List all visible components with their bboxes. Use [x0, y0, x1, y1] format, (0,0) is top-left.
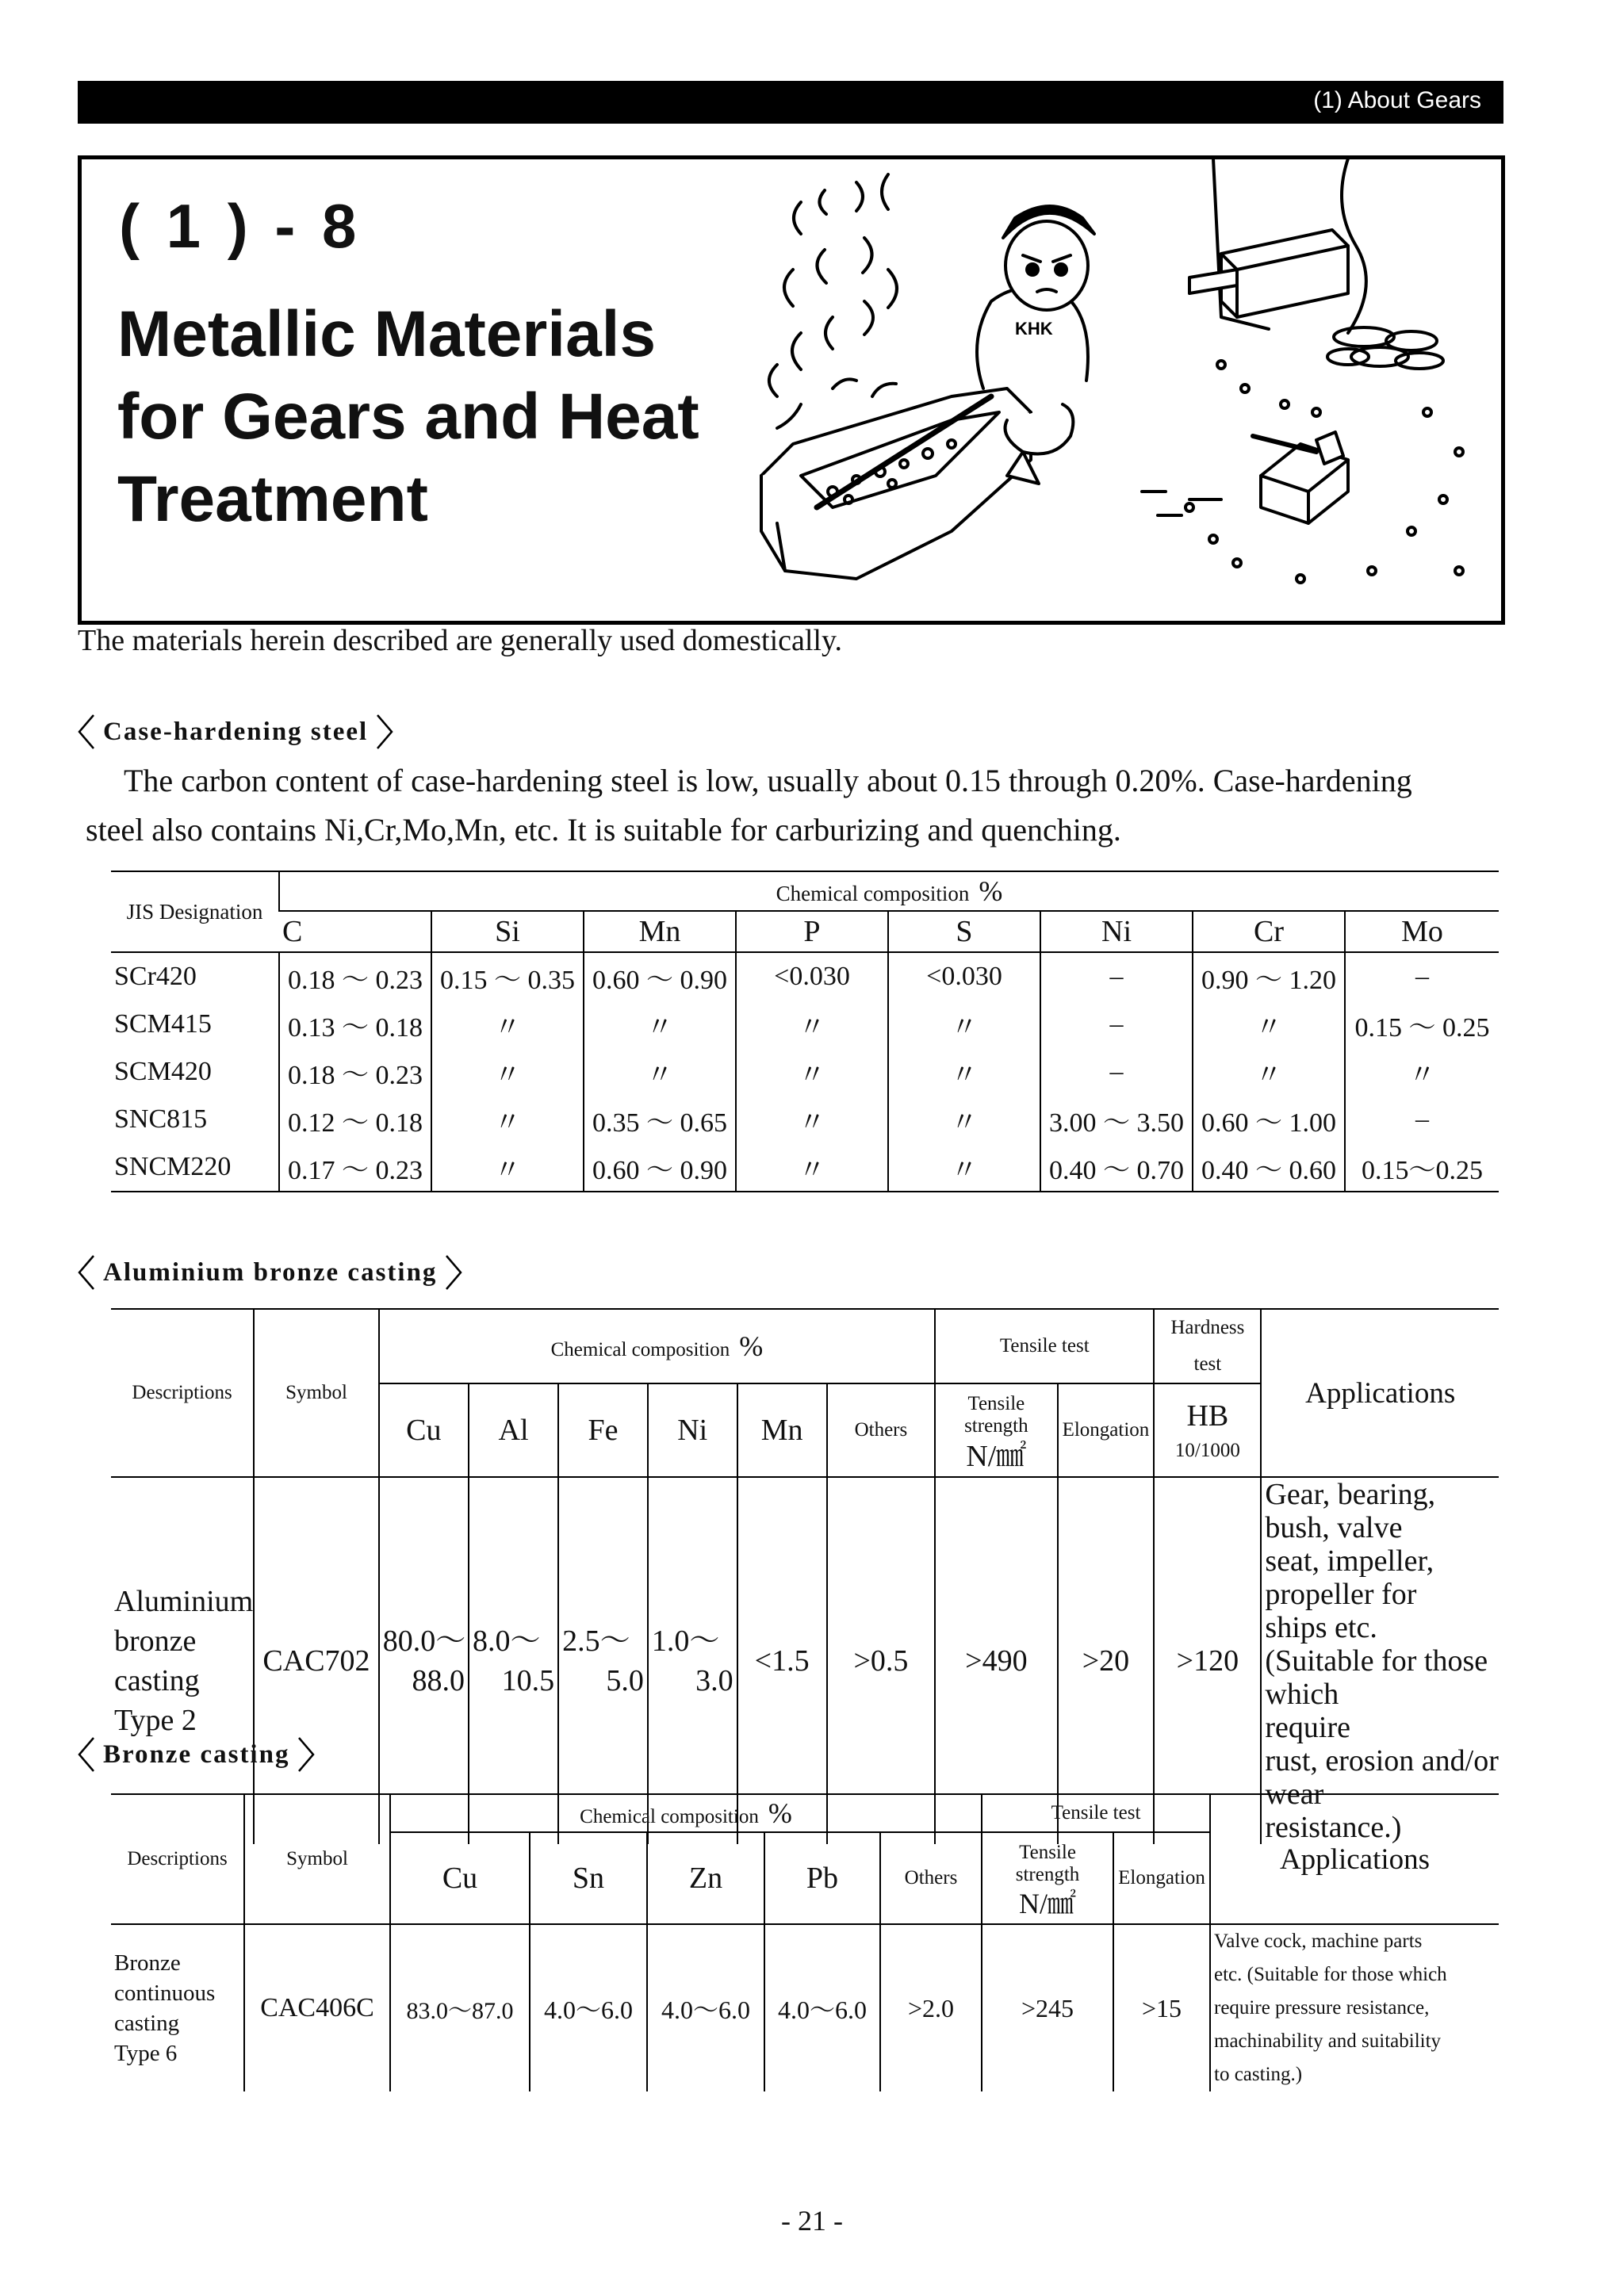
bronze-heading: [76, 1736, 316, 1773]
al-bronze-table: [111, 1308, 1499, 1844]
intro-text: The materials herein described are generally used domestically.: [78, 624, 843, 657]
applications-header: Applications: [1210, 1794, 1499, 1924]
al-bronze-heading: [76, 1254, 464, 1291]
applications-header: Applications: [1261, 1309, 1499, 1477]
col-mn: Mn: [737, 1383, 827, 1477]
table-row: [111, 1924, 1499, 2091]
cu-cell: 80.0～ 88.0: [379, 1477, 469, 1844]
column-header: S: [888, 911, 1040, 952]
col-pb: Pb: [764, 1832, 880, 1924]
col-zn: Zn: [647, 1832, 764, 1924]
col-cu: Cu: [379, 1383, 469, 1477]
symbol-header: Symbol: [254, 1309, 379, 1477]
column-header: C: [279, 911, 431, 952]
right-angle-bracket-icon: [443, 1254, 464, 1291]
chapter-title: [117, 293, 783, 541]
description-cell: Aluminium bronze casting Type 2: [111, 1477, 254, 1844]
applications-cell: Valve cock, machine parts etc. (Suitable for those which require pressure resistance, machinability and suitability to casting.): [1210, 1924, 1499, 2091]
chemical-composition-header: Chemical composition %: [390, 1794, 982, 1832]
jis-designation-header: JIS Designation: [111, 871, 279, 952]
case-hardening-heading: [76, 714, 395, 750]
hardness-test-header: Hardness test: [1154, 1309, 1261, 1383]
tensile-cell: >245: [982, 1924, 1113, 2091]
description-cell: Bronze continuous casting Type 6: [111, 1924, 244, 2091]
al-bronze-heading-text: Aluminium bronze casting: [103, 1257, 438, 1287]
tensile-test-header: Tensile test: [982, 1794, 1210, 1832]
table-row: SCM415 0.13 ～ 0.18 〃 〃 〃 〃 – 〃 0.15 ～ 0.25: [111, 1001, 1499, 1048]
chapter-title-line3: Treatment: [117, 463, 428, 535]
column-header: P: [736, 911, 888, 952]
col-fe: Fe: [558, 1383, 648, 1477]
case-hardening-paragraph: [86, 756, 1505, 855]
left-angle-bracket-icon: [76, 1736, 97, 1773]
bronze-table: [111, 1793, 1499, 2091]
hardness-cell: >120: [1154, 1477, 1261, 1844]
descriptions-header: Descriptions: [111, 1309, 254, 1477]
chapter-title-line1: Metallic Materials: [117, 298, 657, 370]
col-cu: Cu: [390, 1832, 530, 1924]
descriptions-header: Descriptions: [127, 1848, 228, 1869]
mn-cell: <1.5: [737, 1477, 827, 1844]
others-cell: >0.5: [827, 1477, 936, 1844]
zn-cell: 4.0～6.0: [647, 1924, 764, 2091]
chemical-composition-header: Chemical composition %: [279, 871, 1499, 911]
table-row: [111, 1477, 1499, 1844]
left-angle-bracket-icon: [76, 714, 97, 750]
symbol-cell: CAC702: [254, 1477, 379, 1844]
illustration-tag: KHK: [1015, 319, 1053, 339]
elongation-cell: >20: [1058, 1477, 1155, 1844]
pb-cell: 4.0～6.0: [764, 1924, 880, 2091]
table-row: SCr420 0.18 ～ 0.23 0.15 ～ 0.35 0.60 ～ 0.90 <0.030 <0.030 – 0.90 ～ 1.20 –: [111, 952, 1499, 1001]
right-angle-bracket-icon: [296, 1736, 316, 1773]
tensile-strength-header: Tensile strength N/㎟: [982, 1832, 1113, 1924]
elongation-cell: >15: [1113, 1924, 1210, 2091]
blacksmith-illustration: [745, 159, 1491, 612]
symbol-cell: CAC406C: [244, 1924, 390, 2091]
bronze-heading-text: Bronze casting: [103, 1739, 290, 1769]
col-ni: Ni: [648, 1383, 737, 1477]
tensile-strength-header: Tensile strength N/㎟: [935, 1383, 1057, 1477]
cu-cell: 83.0～87.0: [390, 1924, 530, 2091]
column-header: Si: [431, 911, 584, 952]
fe-cell: 2.5～ 5.0: [558, 1477, 648, 1844]
tensile-test-header: Tensile test: [935, 1309, 1154, 1383]
col-others: Others: [880, 1832, 982, 1924]
ni-cell: 1.0～ 3.0: [648, 1477, 737, 1844]
symbol-header: Symbol: [244, 1794, 390, 1924]
elongation-header: Elongation: [1058, 1383, 1155, 1477]
tensile-cell: >490: [935, 1477, 1057, 1844]
col-sn: Sn: [530, 1832, 647, 1924]
chapter-number: ( 1 ) - 8: [119, 191, 362, 261]
column-header: Mo: [1345, 911, 1499, 952]
elongation-header: Elongation: [1113, 1832, 1210, 1924]
col-al: Al: [469, 1383, 558, 1477]
case-hardening-table: [111, 871, 1499, 1192]
column-header: Ni: [1040, 911, 1193, 952]
chapter-title-line2: for Gears and Heat: [117, 381, 699, 453]
column-header: Mn: [584, 911, 736, 952]
table-row: SNC815 0.12 ～ 0.18 〃 0.35 ～ 0.65 〃 〃 3.00 ～ 3.50 0.60 ～ 1.00 –: [111, 1096, 1499, 1143]
chemical-composition-header: Chemical composition %: [379, 1309, 935, 1383]
sn-cell: 4.0～6.0: [530, 1924, 647, 2091]
header-bar: [78, 81, 1503, 124]
col-others: Others: [827, 1383, 936, 1477]
applications-cell: Gear, bearing, bush, valve seat, impeller, propeller for ships etc. (Suitable for those which require rust, erosion and/or wear resistance.): [1261, 1477, 1499, 1844]
hb-header: HB 10/1000: [1154, 1383, 1261, 1477]
right-angle-bracket-icon: [374, 714, 395, 750]
al-cell: 8.0～ 10.5: [469, 1477, 558, 1844]
others-cell: >2.0: [880, 1924, 982, 2091]
column-header: Cr: [1193, 911, 1345, 952]
paragraph-line1: The carbon content of case-hardening steel is low, usually about 0.15 through 0.20%. Case-hardening: [124, 763, 1412, 798]
paragraph-line2: steel also contains Ni,Cr,Mo,Mn, etc. It is suitable for carburizing and quenching.: [86, 812, 1121, 848]
table-row: SNCM220 0.17 ～ 0.23 〃 0.60 ～ 0.90 〃 〃 0.40 ～ 0.70 0.40 ～ 0.60 0.15～0.25: [111, 1143, 1499, 1192]
table-row: SCM420 0.18 ～ 0.23 〃 〃 〃 〃 – 〃 〃: [111, 1048, 1499, 1096]
left-angle-bracket-icon: [76, 1254, 97, 1291]
case-hardening-heading-text: Case-hardening steel: [103, 717, 369, 746]
page-number: - 21 -: [781, 2205, 843, 2237]
section-label: (1) About Gears: [1313, 87, 1481, 113]
